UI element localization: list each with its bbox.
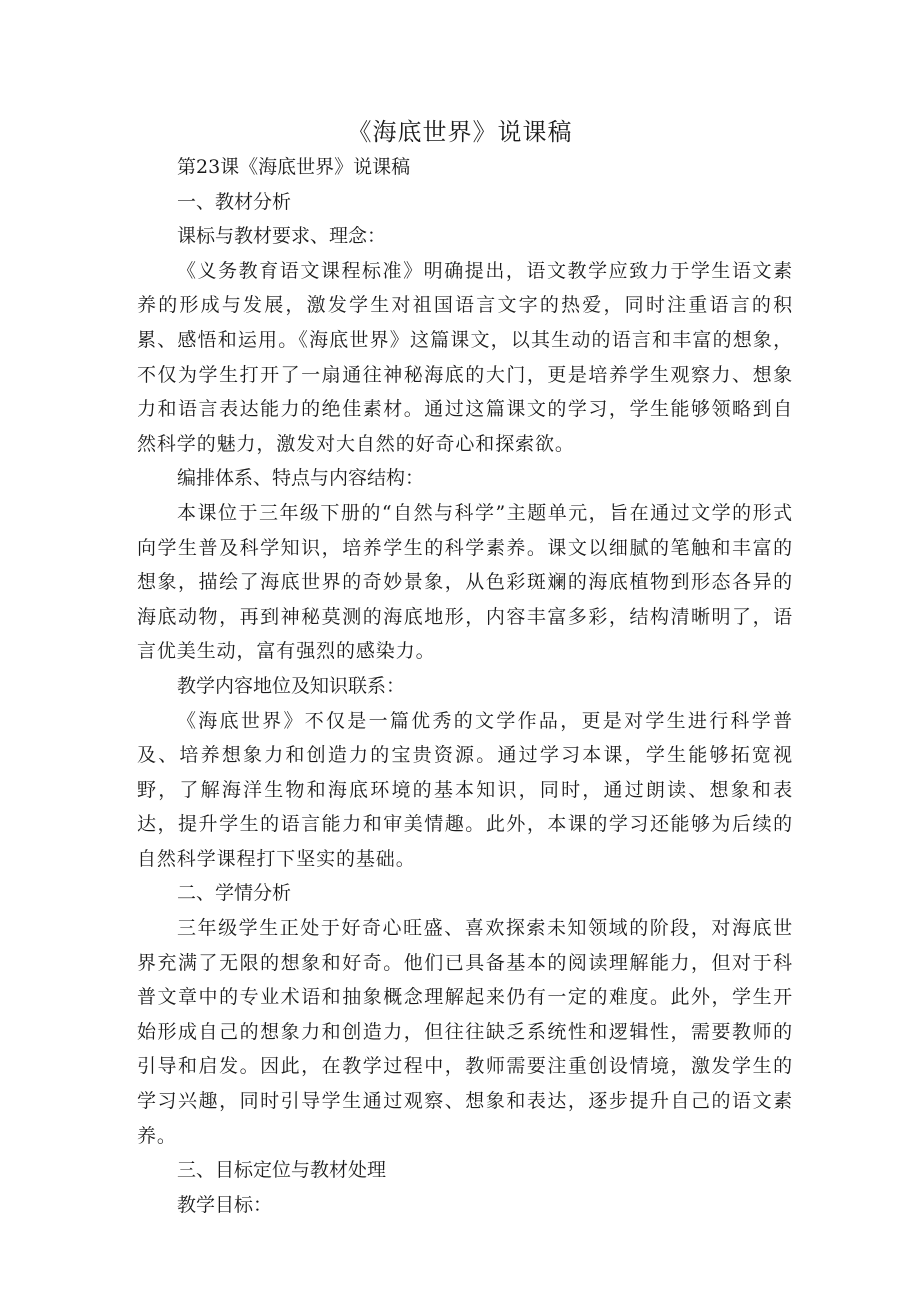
section-heading: 三、目标定位与教材处理	[177, 1159, 387, 1182]
document-title: 《海底世界》说课稿	[347, 118, 573, 146]
section-heading: 二、学情分析	[177, 882, 292, 905]
document-body	[137, 150, 793, 1222]
paragraph-curriculum: 《义务教育语文课程标准》明确提出，语文教学应致力于学生语文素养的形成与发展，激发学生对祖国语言文字的热爱，同时注重语言的积累、感悟和运用。《海底世界》这篇课文，以其生动的语言和丰富的想象，不仅为学生打开了一扇通往神秘海底的大门，更是培养学生观察力、想象力和语言表达能力的绝佳素材。通过这篇课文的学习，学生能够领略到自然科学的魅力，激发对大自然的好奇心和探索欲。	[137, 259, 793, 455]
paragraph-learners: 三年级学生正处于好奇心旺盛、喜欢探索未知领域的阶段，对海底世界充满了无限的想象和好奇。他们已具备基本的阅读理解能力，但对于科普文章中的专业术语和抽象概念理解起来仍有一定的难度。此外，学生开始形成自己的想象力和创造力，但往往缺乏系统性和逻辑性，需要教师的引导和启发。因此，在教学过程中，教师需要注重创设情境，激发学生的学习兴趣，同时引导学生通过观察、想象和表达，逐步提升自己的语文素养。	[137, 917, 793, 1147]
subsection-heading: 编排体系、特点与内容结构：	[177, 467, 425, 490]
paragraph-knowledge: 《海底世界》不仅是一篇优秀的文学作品，更是对学生进行科学普及、培养想象力和创造力的宝贵资源。通过学习本课，学生能够拓宽视野，了解海洋生物和海底环境的基本知识，同时，通过朗读、想象和表达，提升学生的语言能力和审美情趣。此外，本课的学习还能够为后续的自然科学课程打下坚实的基础。	[137, 709, 793, 870]
subsection-heading: 教学目标：	[177, 1193, 273, 1216]
section-heading: 一、教材分析	[177, 190, 292, 213]
paragraph-structure: 本课位于三年级下册的“自然与科学”主题单元，旨在通过文学的形式向学生普及科学知识，培养学生的科学素养。课文以细腻的笔触和丰富的想象，描绘了海底世界的奇妙景象，从色彩斑斓的海底植物到形态各异的海底动物，再到神秘莫测的海底地形，内容丰富多彩，结构清晰明了，语言优美生动，富有强烈的感染力。	[137, 501, 793, 663]
subsection-heading: 课标与教材要求、理念：	[177, 225, 387, 248]
subsection-heading: 教学内容地位及知识联系：	[177, 674, 406, 697]
lesson-subtitle: 第23课《海底世界》说课稿	[177, 156, 411, 178]
